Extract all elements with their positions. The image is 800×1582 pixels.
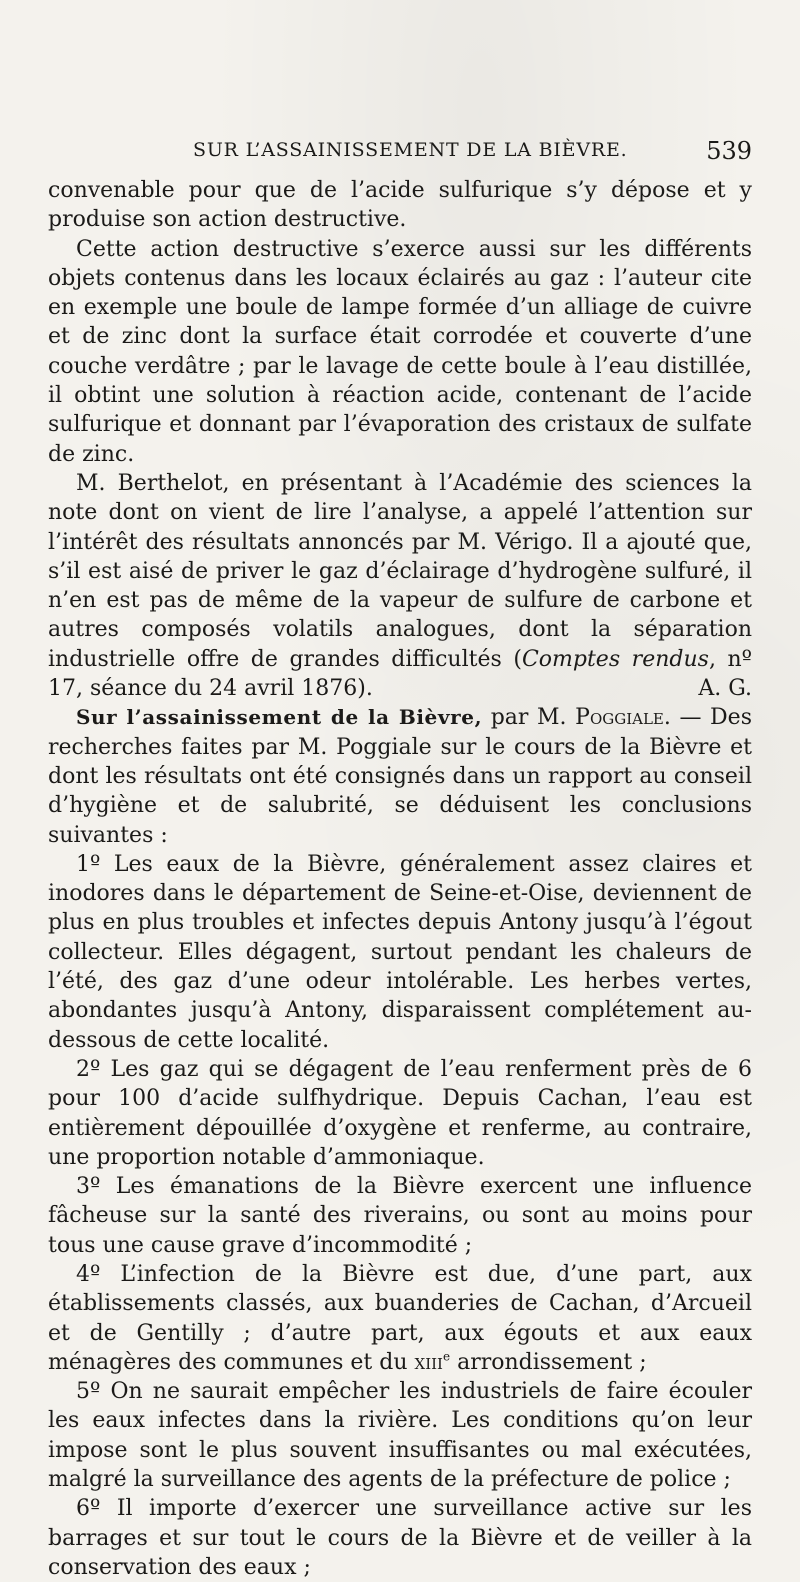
paragraph-destructive-action: Cette action destructive s’exerce aussi sur les différents objets contenus dans les locaux éclairés au gaz : l’auteur cite en exemple une boule de lampe formée d’un alliage de cuivre et de zinc dont la surface était corrodée et couverte d’une couche verdâtre ; par le lavage de cette boule à l’eau distillée, il obtint une solution à réaction acide, contenant de l’acide sulfurique et donnant par l’évaporation des cristaux de sulfate de zinc.: [48, 236, 752, 467]
section-text: . — Des recherches faites par M. Poggiale sur le cours de la Bièvre et dont les résultats ont été consignés dans un rapport au conseil d’hygiène et de salubrité, se déduisent les conclusions suivantes :: [48, 705, 752, 848]
running-title: SUR L’ASSAINISSEMENT DE LA BIÈVRE.: [193, 139, 628, 161]
section-paragraph: [48, 703, 752, 849]
paragraph-berthelot: [48, 469, 752, 703]
conclusion-5: 5º On ne saurait empêcher les industriels de faire écouler les eaux infectes dans la rivière. Les conditions qu’on leur impose sont le plus souvent insuffisantes ou mal exécutées, malgré la surveillance des agents de la préfecture de police ;: [48, 1379, 752, 1493]
paragraph-text: , nº 17, séance du 24 avril 1876).: [48, 646, 753, 702]
conclusion-2: 2º Les gaz qui se dégagent de l’eau renferment près de 6 pour 100 d’acide sulfhydrique. Depuis Cachan, l’eau est entièrement dépouillée d’oxygène et renferme, au contraire, une proportion notable d’ammoniaque.: [48, 1056, 752, 1170]
author-initials: A. G.: [698, 676, 752, 702]
paragraph-continuation: convenable pour que de l’acide sulfurique s’y dépose et y produise son action destructive.: [48, 178, 752, 233]
conclusion-1: 1º Les eaux de la Bièvre, généralement assez claires et inodores dans le département de Seine-et-Oise, deviennent de plus en plus troubles et infectes depuis Antony jusqu’à l’égout collecteur. Elles dégagent, surtout pendant les chaleurs de l’été, des gaz d’une odeur intolérable. Les herbes vertes, abondantes jusqu’à Antony, disparaissent complétement au-dessous de cette localité.: [48, 851, 752, 1053]
page-number: 539: [706, 137, 752, 165]
conclusion-text: 4º L’infection de la Bièvre est due, d’une part, aux établissements classés, aux buanderies de Cachan, d’Arcueil et de Gentilly ; d’autre part, aux égouts et aux eaux ménagères des communes et du: [48, 1261, 752, 1375]
roman-numeral: xiii: [414, 1349, 443, 1375]
conclusion-3: 3º Les émanations de la Bièvre exercent une influence fâcheuse sur la santé des riverains, ou sont au moins pour tous une cause grave d’incommodité ;: [48, 1174, 752, 1258]
conclusion-text: arrondissement ;: [450, 1349, 647, 1375]
paragraph-text: M. Berthelot, en présentant à l’Académie des sciences la note dont on vient de lire l’analyse, a appelé l’attention sur l’intérêt des résultats annoncés par M. Vérigo. Il a ajouté que, s’il est aisé de priver le gaz d’éclairage d’hydrogène sulfuré, il n’en est pas de même de la vapeur de sulfure de carbone et autres composés volatils analogues, dont la séparation industrielle offre de grandes difficultés (: [48, 470, 752, 672]
page-header: [48, 139, 756, 169]
conclusion-4: [48, 1260, 752, 1377]
citation-title: Comptes rendus: [521, 646, 709, 672]
conclusion-6: 6º Il importe d’exercer une surveillance active sur les barrages et sur tout le cours de la Bièvre et de veiller à la conservation des eaux ;: [48, 1496, 752, 1580]
section-by: par M.: [482, 705, 576, 731]
superscript: e: [442, 1349, 451, 1364]
section-title: Sur l’assainissement de la Bièvre,: [76, 705, 483, 730]
body-text: [48, 176, 752, 1582]
section-author: Poggiale: [575, 705, 664, 731]
